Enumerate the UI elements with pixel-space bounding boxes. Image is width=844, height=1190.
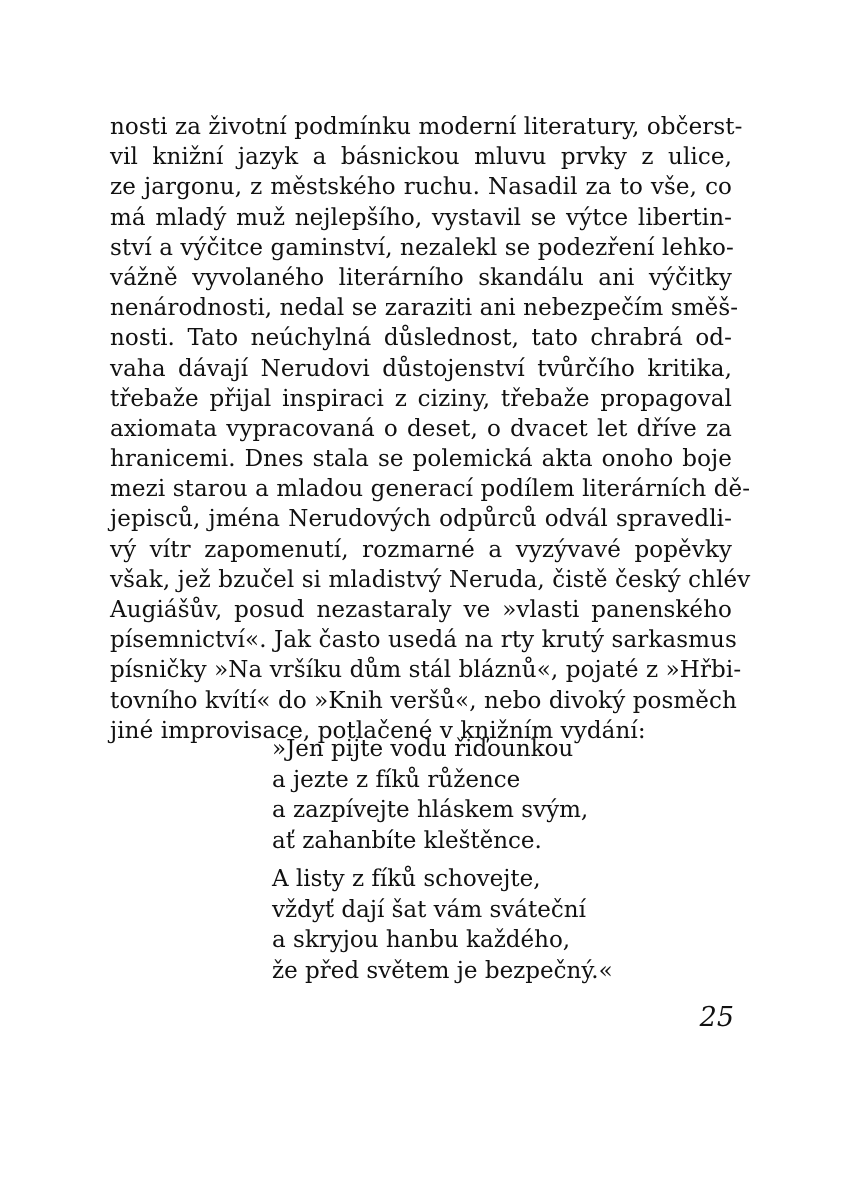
text-line: ství a výčitce gaminství, nezalekl se podezření lehko- [110,234,734,261]
text-line: písničky »Na vršíku dům stál bláznů«, pojaté z »Hřbi- [110,657,742,684]
text-line: hranicemi. Dnes stala se polemická akta onoho boje [110,446,732,473]
verse-line: ať zahanbíte kleštěnce. [272,827,542,854]
text-line: vý vítr zapomenutí, rozmarné a vyzývavé popěvky [110,536,732,563]
verse-line: a zazpívejte hláskem svým, [272,797,589,824]
poem-stanza-1 [272,734,732,856]
verse-line: a jezte z fíků růžence [272,766,521,793]
text-line: vážně vyvolaného literárního skandálu ani výčitky [110,264,732,291]
verse-line: že před světem je bezpečný.« [272,957,613,984]
text-line: jiné improvisace, potlačené v knižním vydání: [110,717,646,744]
text-line: však, jež bzučel si mladistvý Neruda, čistě český chlév [110,566,751,593]
text-line: axiomata vypracovaná o deset, o dvacet let dříve za [110,415,732,442]
text-line: nosti za životní podmínku moderní literatury, občerst- [110,114,743,140]
text-line: vil knižní jazyk a básnickou mluvu prvky z ulice, [110,144,732,171]
text-line: jepisců, jména Nerudových odpůrců odvál spravedli- [110,506,732,533]
text-line: tovního kvítí« do »Knih veršů«, nebo divoký posměch [110,687,737,714]
verse-line: vždyť dají šat vám sváteční [272,896,586,923]
text-line: ze jargonu, z městského ruchu. Nasadil za to vše, co [110,174,732,201]
text-line: vaha dávají Nerudovi důstojenství tvůrčího kritika, [110,355,732,382]
text-line: má mladý muž nejlepšího, vystavil se výtce libertin- [110,204,732,231]
text-line: nosti. Tato neúchylná důslednost, tato chrabrá od- [110,325,732,352]
poem-stanza-2 [272,864,732,986]
text-line: mezi starou a mladou generací podílem literárních dě- [110,476,751,503]
text-line: Augiášův, posud nezastaraly ve »vlasti panenského [110,597,732,623]
verse-line: A listy z fíků schovejte, [272,866,541,892]
page-number: 25 [699,1002,734,1033]
text-line: nenárodnosti, nedal se zaraziti ani nebezpečím směš- [110,295,739,322]
text-line: písemnictví«. Jak často usedá na rty krutý sarkasmus [110,627,737,654]
verse-line: »Jen pijte vodu řiďounkou [272,736,574,762]
text-line: třebaže přijal inspiraci z ciziny, třebaže propagoval [110,385,732,412]
verse-line: a skryjou hanbu každého, [272,927,571,954]
body-text [110,112,751,746]
